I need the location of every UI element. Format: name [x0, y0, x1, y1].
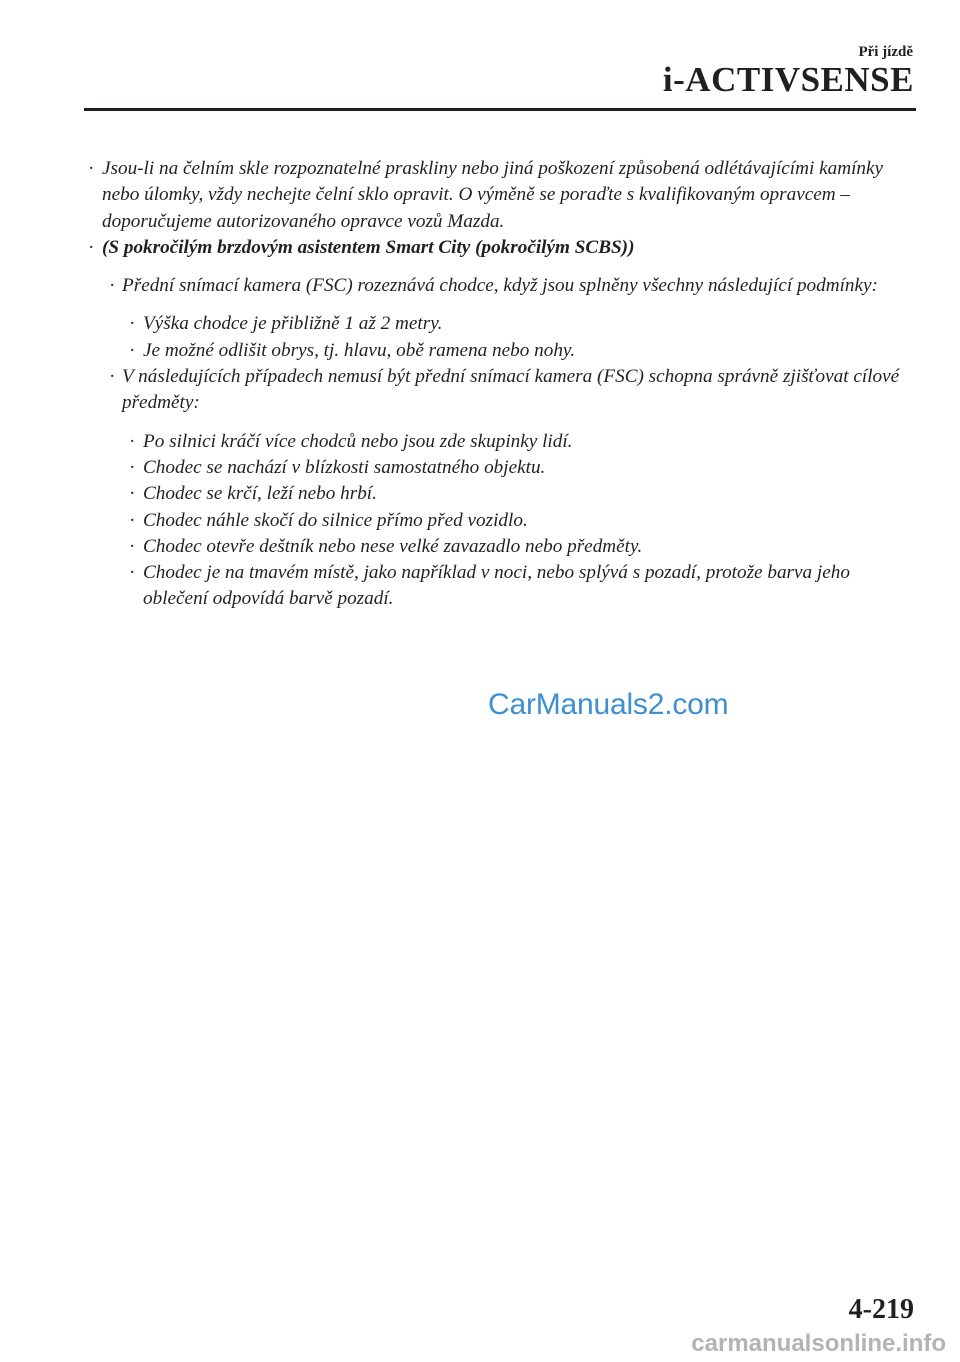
bullet-icon: ·: [88, 158, 95, 179]
list-item-text: Chodec otevře deštník nebo nese velké zavazadlo nebo předměty.: [143, 535, 643, 557]
bullet-icon: ·: [129, 313, 136, 335]
list-item-umbrella-luggage: [86, 534, 916, 560]
bullet-icon: ·: [129, 456, 136, 478]
bullet-icon: ·: [88, 236, 95, 258]
list-item-pedestrian-groups: [86, 429, 916, 455]
list-item-text: (S pokročilým brzdovým asistentem Smart City (pokročilým SCBS)): [102, 236, 635, 258]
bullet-icon: ·: [129, 430, 136, 452]
page-number: 4-219: [848, 1294, 914, 1325]
bullet-icon: ·: [129, 483, 136, 505]
footer-watermark: carmanualsonline.info: [691, 1330, 946, 1357]
list-item-text: Chodec je na tmavém místě, jako například v noci, nebo splývá s pozadí, protože barva jeho oblečení odpovídá barvě pozadí.: [143, 562, 850, 610]
list-item-pedestrian-outline: [86, 338, 916, 364]
list-item-near-object: [86, 455, 916, 481]
list-item-crouching: [86, 481, 916, 507]
watermark-logo: CarManuals2.com: [488, 688, 729, 721]
list-item-pedestrian-height: [86, 311, 916, 337]
bullet-icon: ·: [129, 535, 136, 557]
list-item-dark-place: [86, 560, 916, 613]
list-item-windshield-damage: [86, 156, 916, 235]
bullet-icon: ·: [109, 366, 116, 388]
bullet-icon: ·: [129, 339, 136, 361]
list-item-text: Chodec se nachází v blízkosti samostatného objektu.: [143, 456, 546, 478]
bullet-icon: ·: [129, 562, 136, 584]
list-item-text: Chodec náhle skočí do silnice přímo před vozidlo.: [143, 509, 528, 531]
section-title: Při jízdě: [858, 44, 913, 60]
bullet-icon: ·: [129, 509, 136, 531]
list-item-text: Je možné odlišit obrys, tj. hlavu, obě ramena nebo nohy.: [143, 339, 576, 361]
list-item-text: V následujících případech nemusí být přední snímací kamera (FSC) schopna správně zjišťovat cílové předměty:: [122, 366, 900, 414]
list-item-fsc-recognition: [86, 273, 916, 299]
main-content: [86, 156, 916, 613]
list-item-fsc-limitations: [86, 364, 916, 417]
list-item-scbs-heading: [86, 235, 916, 261]
list-item-text: Přední snímací kamera (FSC) rozeznává chodce, když jsou splněny všechny následující podmínky:: [122, 275, 878, 297]
bullet-icon: ·: [109, 275, 116, 297]
list-item-text: Výška chodce je přibližně 1 až 2 metry.: [143, 313, 443, 335]
list-item-text: Chodec se krčí, leží nebo hrbí.: [143, 483, 377, 505]
chapter-title: i-ACTIVSENSE: [662, 60, 914, 99]
header-divider: [84, 108, 916, 111]
list-item-sudden-jump: [86, 508, 916, 534]
list-item-text: Jsou-li na čelním skle rozpoznatelné praskliny nebo jiná poškození způsobená odlétávajícími kamínky nebo úlomky, vždy nechejte čelní sklo opravit. O výměně se poraďte s kvalifikovaným opravcem – doporučujeme autorizovaného opravce vozů Mazda.: [102, 158, 884, 232]
list-item-text: Po silnici kráčí více chodců nebo jsou zde skupinky lidí.: [143, 430, 573, 452]
